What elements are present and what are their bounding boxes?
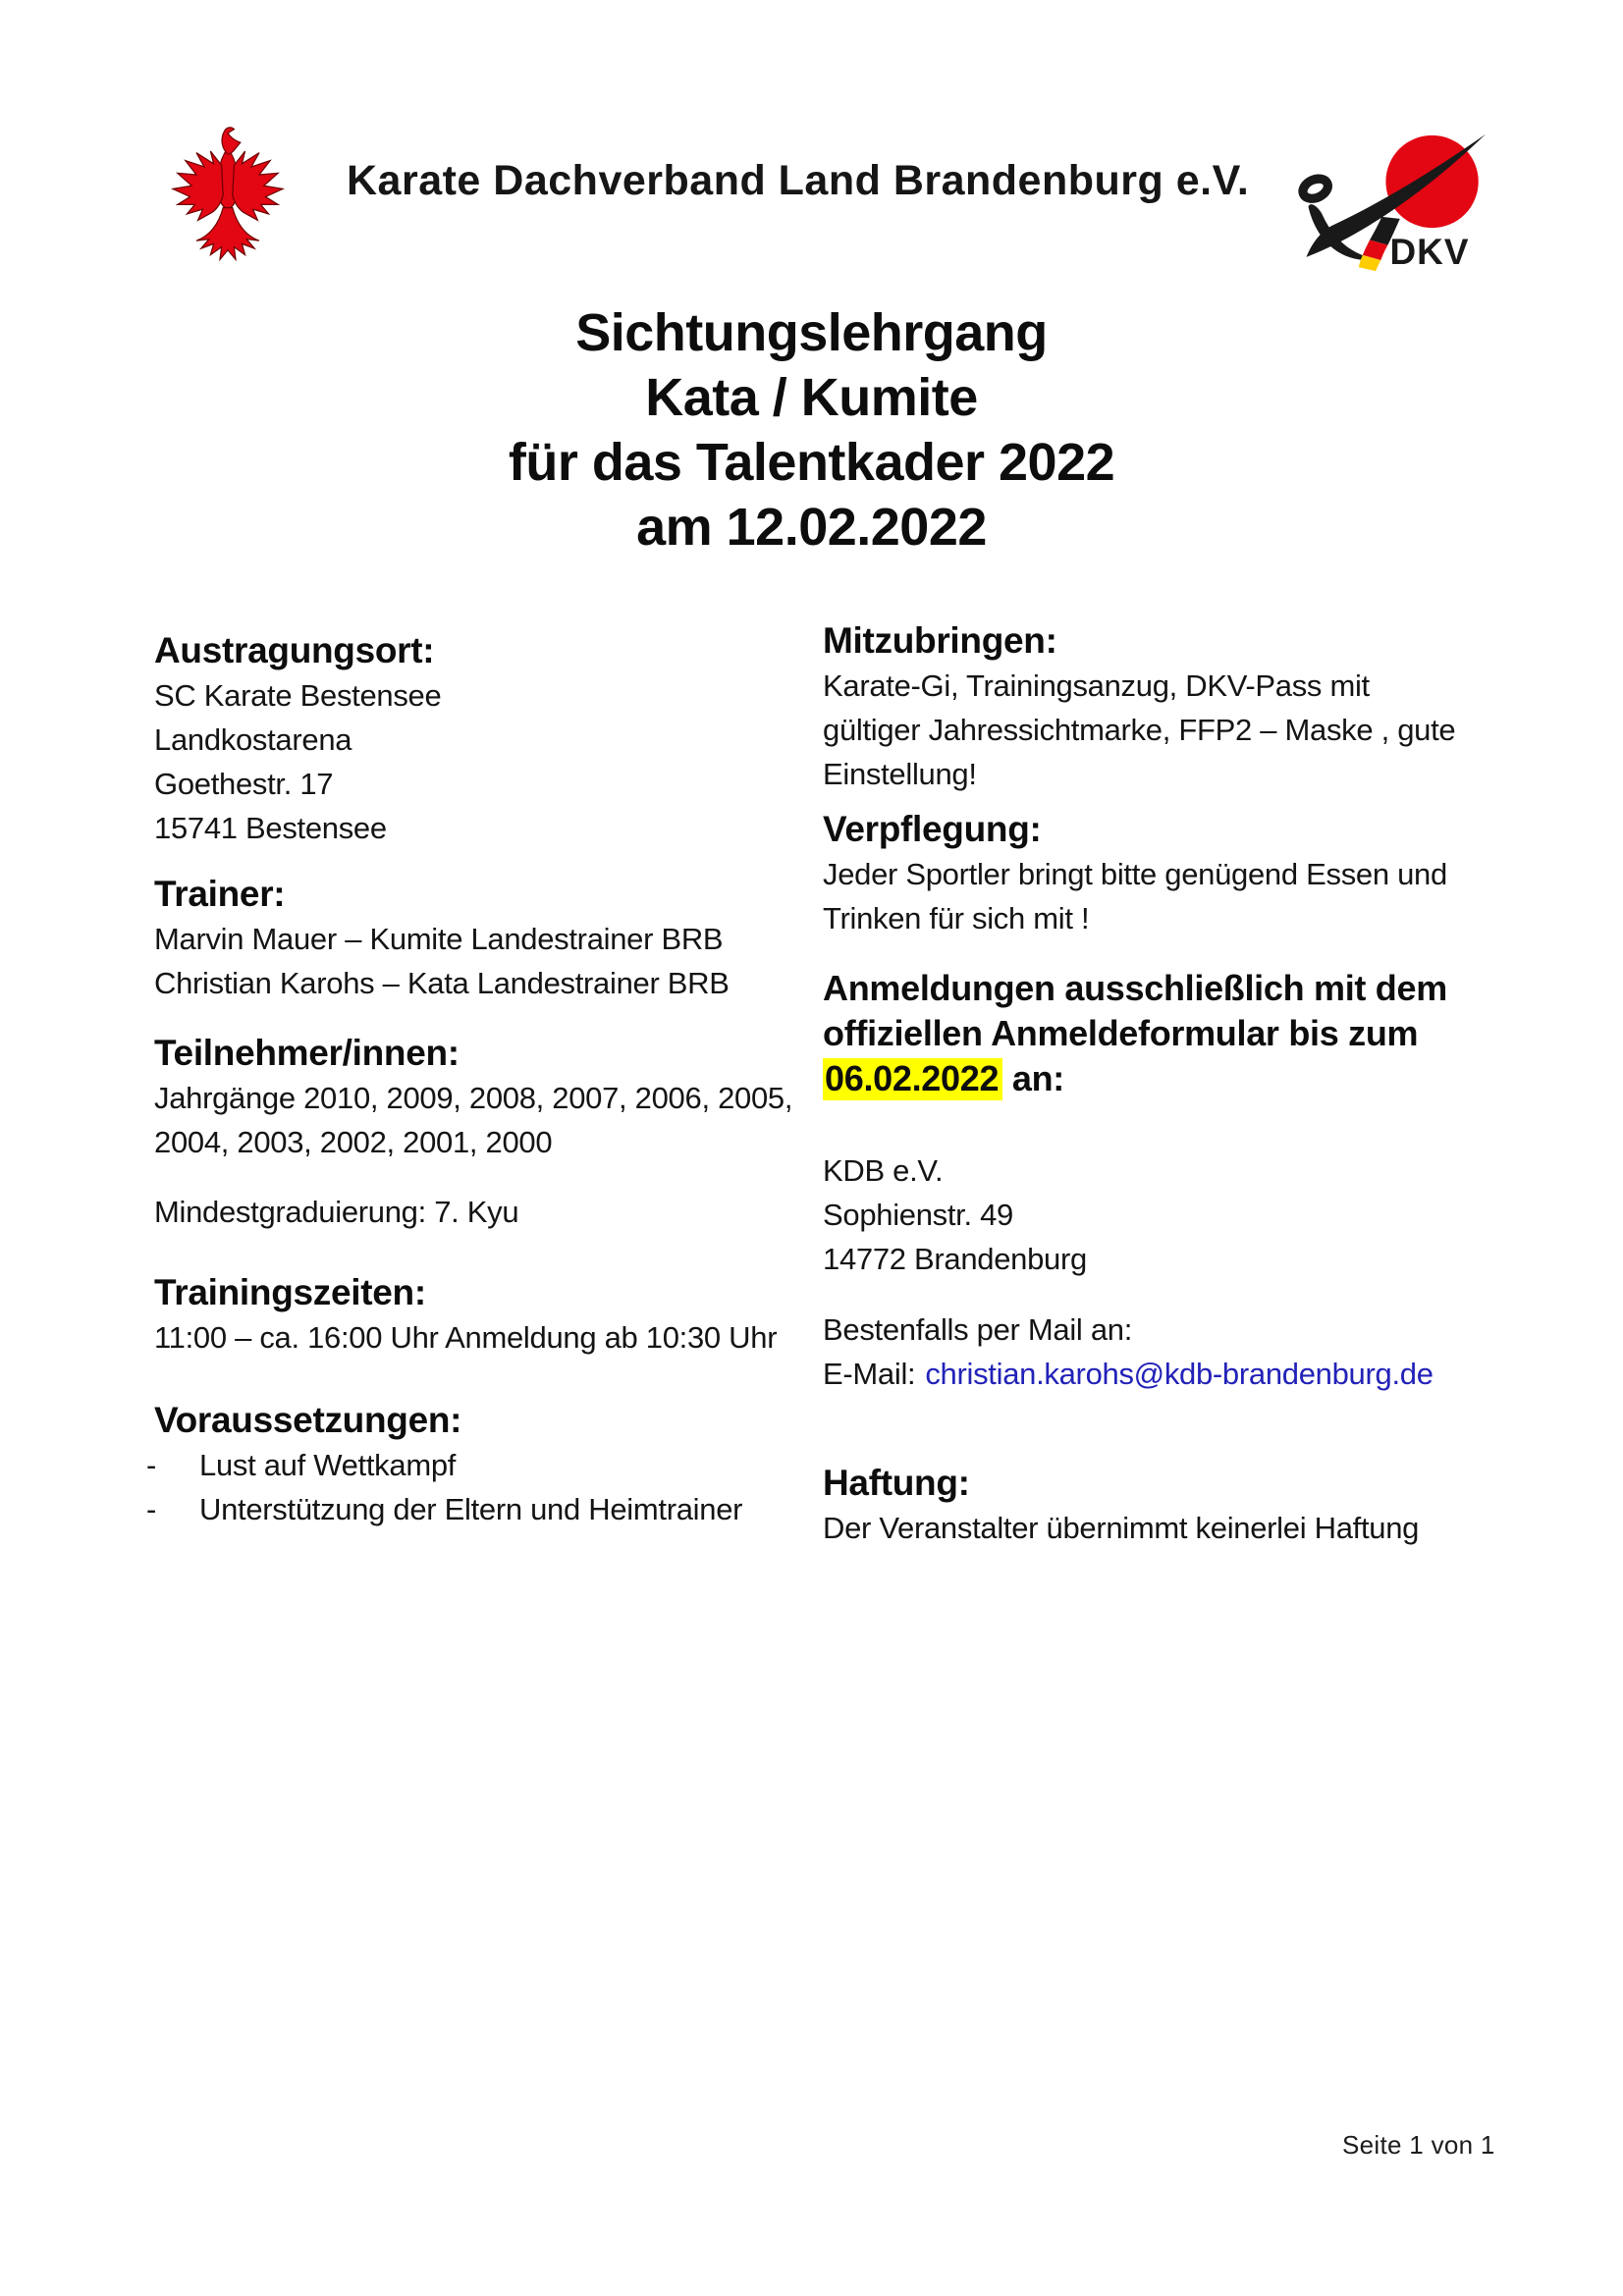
austragungsort-heading: Austragungsort:	[154, 630, 435, 670]
title-line-3: für das Talentkader 2022	[508, 433, 1115, 492]
section-trainer	[154, 872, 837, 1005]
voraussetzung-item-2	[146, 1487, 837, 1531]
anmeldung-line-2: offiziellen Anmeldeformular bis zum	[823, 1013, 1419, 1053]
trainer-heading: Trainer:	[154, 874, 286, 914]
mindestgraduierung-text: Mindestgraduierung: 7. Kyu	[154, 1195, 519, 1229]
venue-hall: Landkostarena	[154, 722, 352, 757]
section-adresse	[823, 1148, 1481, 1281]
trainingszeiten-text: 11:00 – ca. 16:00 Uhr Anmeldung ab 10:30 Uhr	[154, 1320, 778, 1355]
section-trainingszeiten	[154, 1270, 837, 1360]
venue-street: Goethestr. 17	[154, 767, 334, 801]
venue-club: SC Karate Bestensee	[154, 678, 442, 713]
verpflegung-line-2: Trinken für sich mit !	[823, 901, 1090, 935]
address-street: Sophienstr. 49	[823, 1198, 1014, 1232]
eagle-shape	[173, 128, 283, 260]
document-title	[0, 300, 1623, 560]
title-line-2: Kata / Kumite	[645, 368, 978, 427]
dkv-logo	[1288, 126, 1489, 278]
section-teilnehmer	[154, 1031, 837, 1164]
email-label: E-Mail:	[823, 1357, 916, 1391]
haftung-heading: Haftung:	[823, 1463, 970, 1503]
address-org: KDB e.V.	[823, 1153, 944, 1188]
page-number: Seite 1 von 1	[1342, 2130, 1495, 2160]
mitzubringen-line-3: Einstellung!	[823, 757, 977, 791]
section-mindestgraduierung	[154, 1190, 837, 1234]
mitzubringen-heading: Mitzubringen:	[823, 620, 1057, 661]
section-mail	[823, 1308, 1481, 1396]
title-line-4: am 12.02.2022	[636, 498, 987, 557]
haftung-text: Der Veranstalter übernimmt keinerlei Haftung	[823, 1511, 1420, 1545]
mitzubringen-line-1: Karate-Gi, Trainingsanzug, DKV-Pass mit	[823, 668, 1370, 703]
voraussetzung-item-1	[146, 1443, 837, 1487]
voraussetzungen-heading: Voraussetzungen:	[154, 1400, 462, 1440]
anmeldung-line-1: Anmeldungen ausschließlich mit dem	[823, 968, 1447, 1008]
mail-line	[823, 1352, 1481, 1396]
dkv-karateka-head	[1300, 175, 1331, 202]
section-anmeldung	[823, 966, 1481, 1101]
section-austragungsort	[154, 628, 837, 850]
section-verpflegung	[823, 807, 1481, 940]
brandenburg-eagle-logo	[149, 110, 306, 287]
voraussetzung-item-2-text: Unterstützung der Eltern und Heimtrainer	[199, 1492, 743, 1526]
verpflegung-heading: Verpflegung:	[823, 809, 1042, 849]
trainer-kumite: Marvin Mauer – Kumite Landestrainer BRB	[154, 922, 724, 956]
teilnehmer-heading: Teilnehmer/innen:	[154, 1033, 460, 1073]
venue-city: 15741 Bestensee	[154, 811, 387, 845]
deadline-highlight: 06.02.2022	[823, 1058, 1002, 1100]
deadline-suffix: an:	[1002, 1058, 1064, 1098]
title-line-1: Sichtungslehrgang	[575, 303, 1048, 362]
trainingszeiten-heading: Trainingszeiten:	[154, 1272, 426, 1312]
section-mitzubringen	[823, 618, 1481, 796]
email-link[interactable]: christian.karohs@kdb-brandenburg.de	[925, 1357, 1434, 1391]
trainer-kata: Christian Karohs – Kata Landestrainer BRB	[154, 966, 730, 1000]
jahrgaenge-line-2: 2004, 2003, 2002, 2001, 2000	[154, 1125, 553, 1159]
mitzubringen-line-2: gültiger Jahressichtmarke, FFP2 – Maske , gute	[823, 713, 1456, 747]
mail-intro: Bestenfalls per Mail an:	[823, 1312, 1133, 1347]
dkv-label: DKV	[1389, 232, 1470, 273]
bullet-dash: -	[146, 1448, 157, 1482]
address-city: 14772 Brandenburg	[823, 1242, 1087, 1276]
voraussetzung-item-1-text: Lust auf Wettkampf	[199, 1448, 457, 1482]
verpflegung-line-1: Jeder Sportler bringt bitte genügend Essen und	[823, 857, 1447, 891]
section-haftung	[823, 1461, 1481, 1550]
jahrgaenge-line-1: Jahrgänge 2010, 2009, 2008, 2007, 2006, 2005,	[154, 1081, 793, 1115]
bullet-dash: -	[146, 1492, 157, 1526]
organization-title: Karate Dachverband Land Brandenburg e.V.	[347, 157, 1250, 204]
section-voraussetzungen	[146, 1398, 837, 1531]
anmeldung-line-3	[823, 1056, 1481, 1101]
